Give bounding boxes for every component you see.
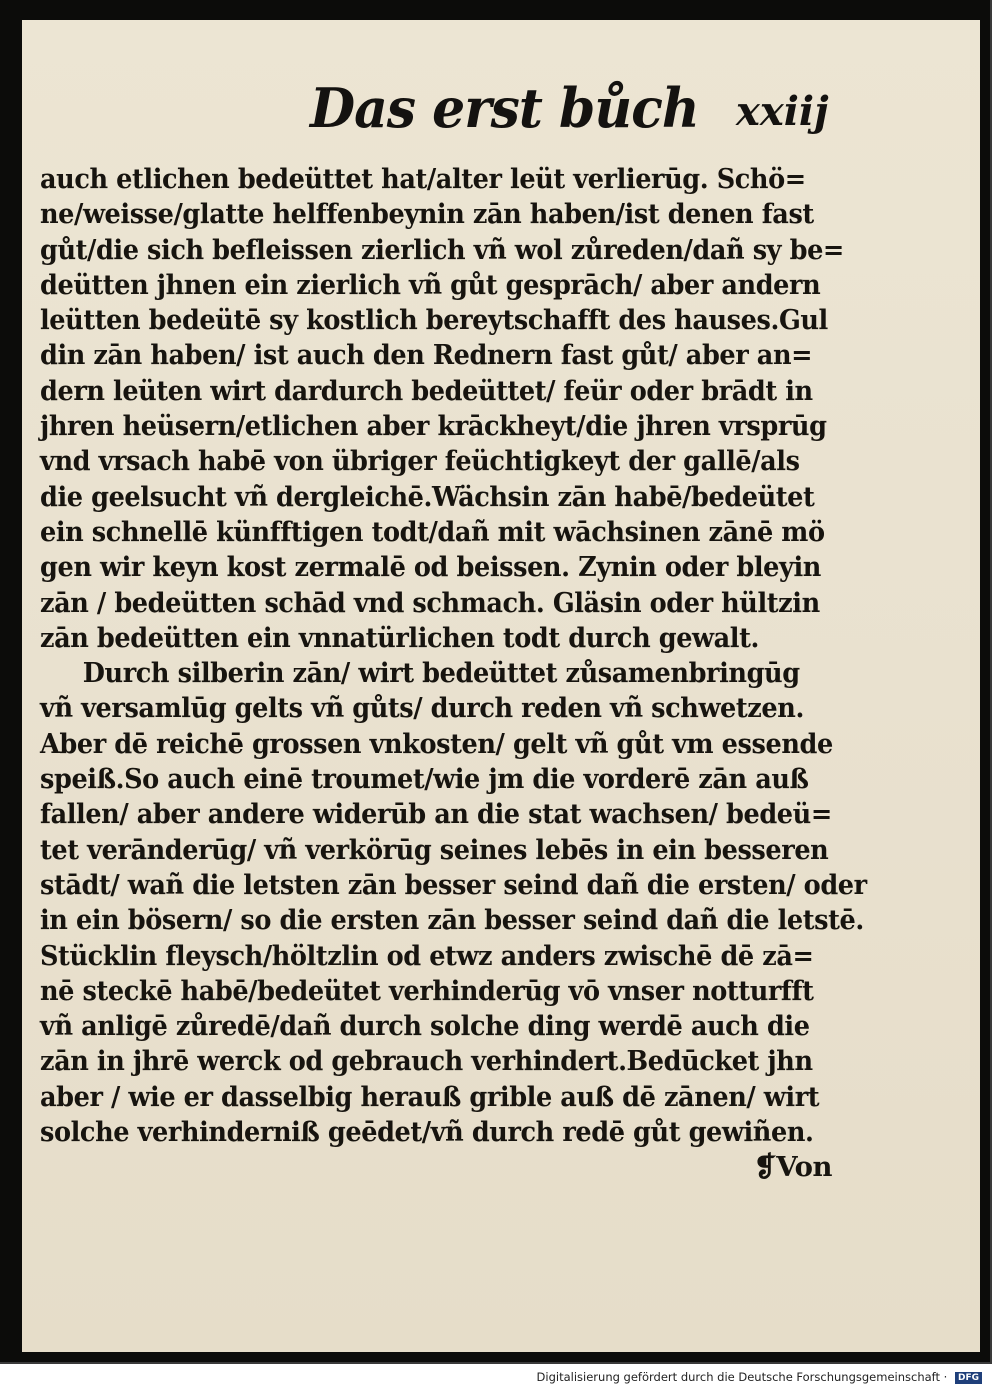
text-line: auch etlichen bedeüttet hat/alter leüt verlierūg. Schö= (40, 163, 806, 195)
funding-note: Digitalisierung gefördert durch die Deutsche Forschungsgemeinschaft · (536, 1370, 948, 1384)
text-line: Aber dē reichē grossen vnkosten/ gelt vñ gůt vm essende (40, 727, 833, 760)
text-line: vñ anligē zůredē/dañ durch solche ding werdē auch die (40, 1010, 810, 1043)
text-line: leütten bedeütē sy kostlich bereytschafft des hauses.Gul (40, 304, 828, 337)
page-header (40, 76, 840, 162)
catchword: ❡Von (753, 1151, 832, 1184)
book-page (22, 20, 980, 1352)
text-line: gůt/die sich befleissen zierlich vñ wol zůreden/dañ sy be= (40, 233, 844, 266)
text-line: jhren heüsern/etlichen aber krāckheyt/die jhren vrsprūg (40, 410, 827, 443)
text-line: deütten jhnen ein zierlich vñ gůt gesprāch/ aber andern (40, 268, 821, 301)
text-line: aber / wie er dasselbig herauß grible auß dē zānen/ wirt (40, 1080, 820, 1113)
text-line: ne/weisse/glatte helffenbeynin zān haben/ist denen fast (40, 198, 814, 231)
text-line: zān / bedeütten schād vnd schmach. Gläsin oder hültzin (40, 586, 820, 619)
text-line: Stücklin fleysch/höltzlin od etwz anders zwischē dē zā= (40, 939, 814, 972)
text-line: zān in jhrē werck od gebrauch verhindert.Bedūcket jhn (40, 1045, 813, 1078)
text-line: vnd vrsach habē von übriger feüchtigkeyt der gallē/als (40, 445, 800, 478)
paragraph-start-line: Durch silberin zān/ wirt bedeüttet zůsamenbringūg (82, 657, 800, 690)
text-line: tet verānderūg/ vñ verkörūg seines lebēs in ein besseren (40, 833, 829, 866)
text-line: nē steckē habē/bedeütet verhinderūg vō vnser notturfft (40, 974, 814, 1007)
text-line: fallen/ aber andere widerūb an die stat wachsen/ bedeü= (40, 798, 832, 831)
text-line: dern leüten wirt dardurch bedeüttet/ feür oder brādt in (40, 374, 813, 407)
text-line: solche verhinderniß geēdet/vñ durch redē gůt gewiñen. (40, 1116, 814, 1149)
digitization-credit (537, 1370, 982, 1384)
text-line: stādt/ wañ die letsten zān besser seind dañ die ersten/ oder (40, 868, 867, 901)
body-text (40, 162, 867, 1186)
dfg-logo: DFG (955, 1372, 982, 1384)
text-line: in ein bösern/ so die ersten zān besser seind dañ die letstē. (40, 904, 864, 937)
text-line: ein schnellē künfftigen todt/dañ mit wāchsinen zānē mö (40, 515, 825, 548)
text-line: gen wir keyn kost zermalē od beissen. Zynin oder bleyin (40, 551, 821, 584)
text-line: die geelsucht vñ dergleichē.Wächsin zān habē/bedeütet (40, 480, 815, 513)
text-line: vñ versamlūg gelts vñ gůts/ durch reden vñ schwetzen. (40, 692, 804, 725)
text-line: din zān haben/ ist auch den Rednern fast gůt/ aber an= (40, 339, 813, 372)
folio-number: xxiij (736, 88, 829, 135)
running-title: Das erst bůch (310, 76, 699, 141)
page-text-block (40, 76, 867, 1186)
text-line: speiß.So auch einē troumet/wie jm die vorderē zān auß (40, 763, 809, 796)
text-line: zān bedeütten ein vnnatürlichen todt durch gewalt. (40, 621, 759, 654)
